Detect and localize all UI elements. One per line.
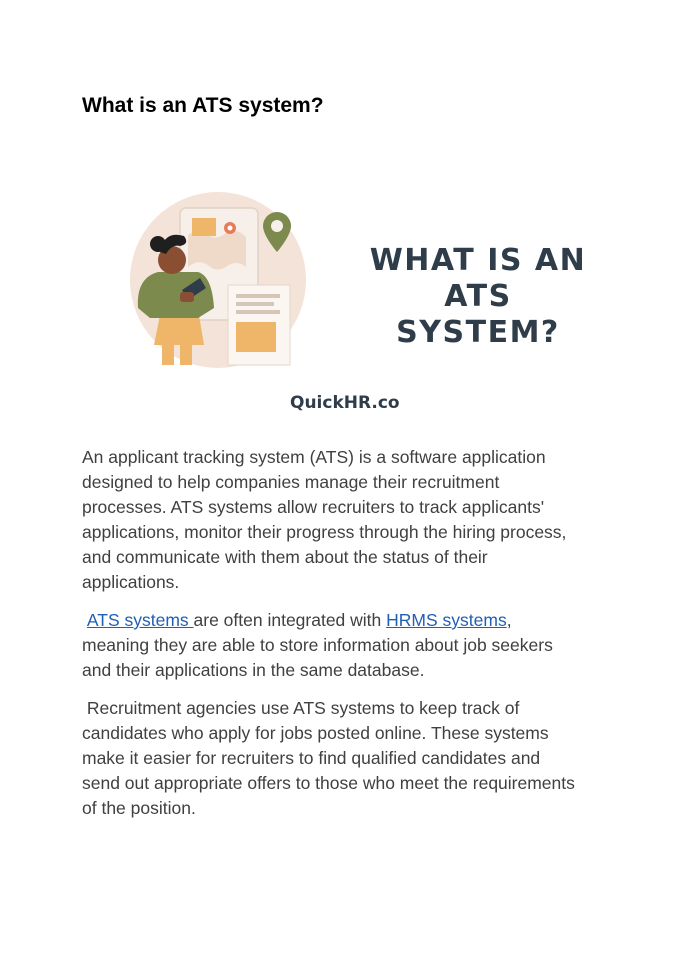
person-with-tablet-map-illustration: [110, 190, 310, 375]
page-title: What is an ATS system?: [82, 94, 324, 117]
paragraph-agencies: [82, 696, 582, 821]
hrms-systems-link[interactable]: HRMS systems: [386, 610, 507, 630]
banner-brand: QuickHR.co: [290, 393, 400, 413]
paragraph-integration-text1: are often integrated with: [193, 610, 387, 630]
paragraph-intro: An applicant tracking system (ATS) is a software application designed to help companies manage their recruitment processes. ATS systems allow recruiters to track applicants' applications, monitor their progress through the hiring process, and communicate with them about the status of their applications.: [82, 447, 567, 592]
banner-heading-line2: ATS SYSTEM?: [396, 279, 560, 350]
paragraph-integration: [82, 608, 582, 683]
paragraph-agencies-text: Recruitment agencies use ATS systems to keep track of candidates who apply for jobs posted online. These systems make it easier for recruiters to find qualified candidates and send out appropriate offers to those who meet the requirements of the position.: [82, 698, 575, 818]
banner-heading: [358, 243, 598, 351]
banner-heading-line1: WHAT IS AN: [369, 243, 587, 278]
banner-image: [100, 185, 600, 420]
paragraph-integration-text2: , meaning they are able to store information about job seekers and their applications in the same database.: [82, 610, 553, 680]
article-body: [82, 445, 582, 834]
ats-systems-link[interactable]: ATS systems: [86, 610, 194, 630]
